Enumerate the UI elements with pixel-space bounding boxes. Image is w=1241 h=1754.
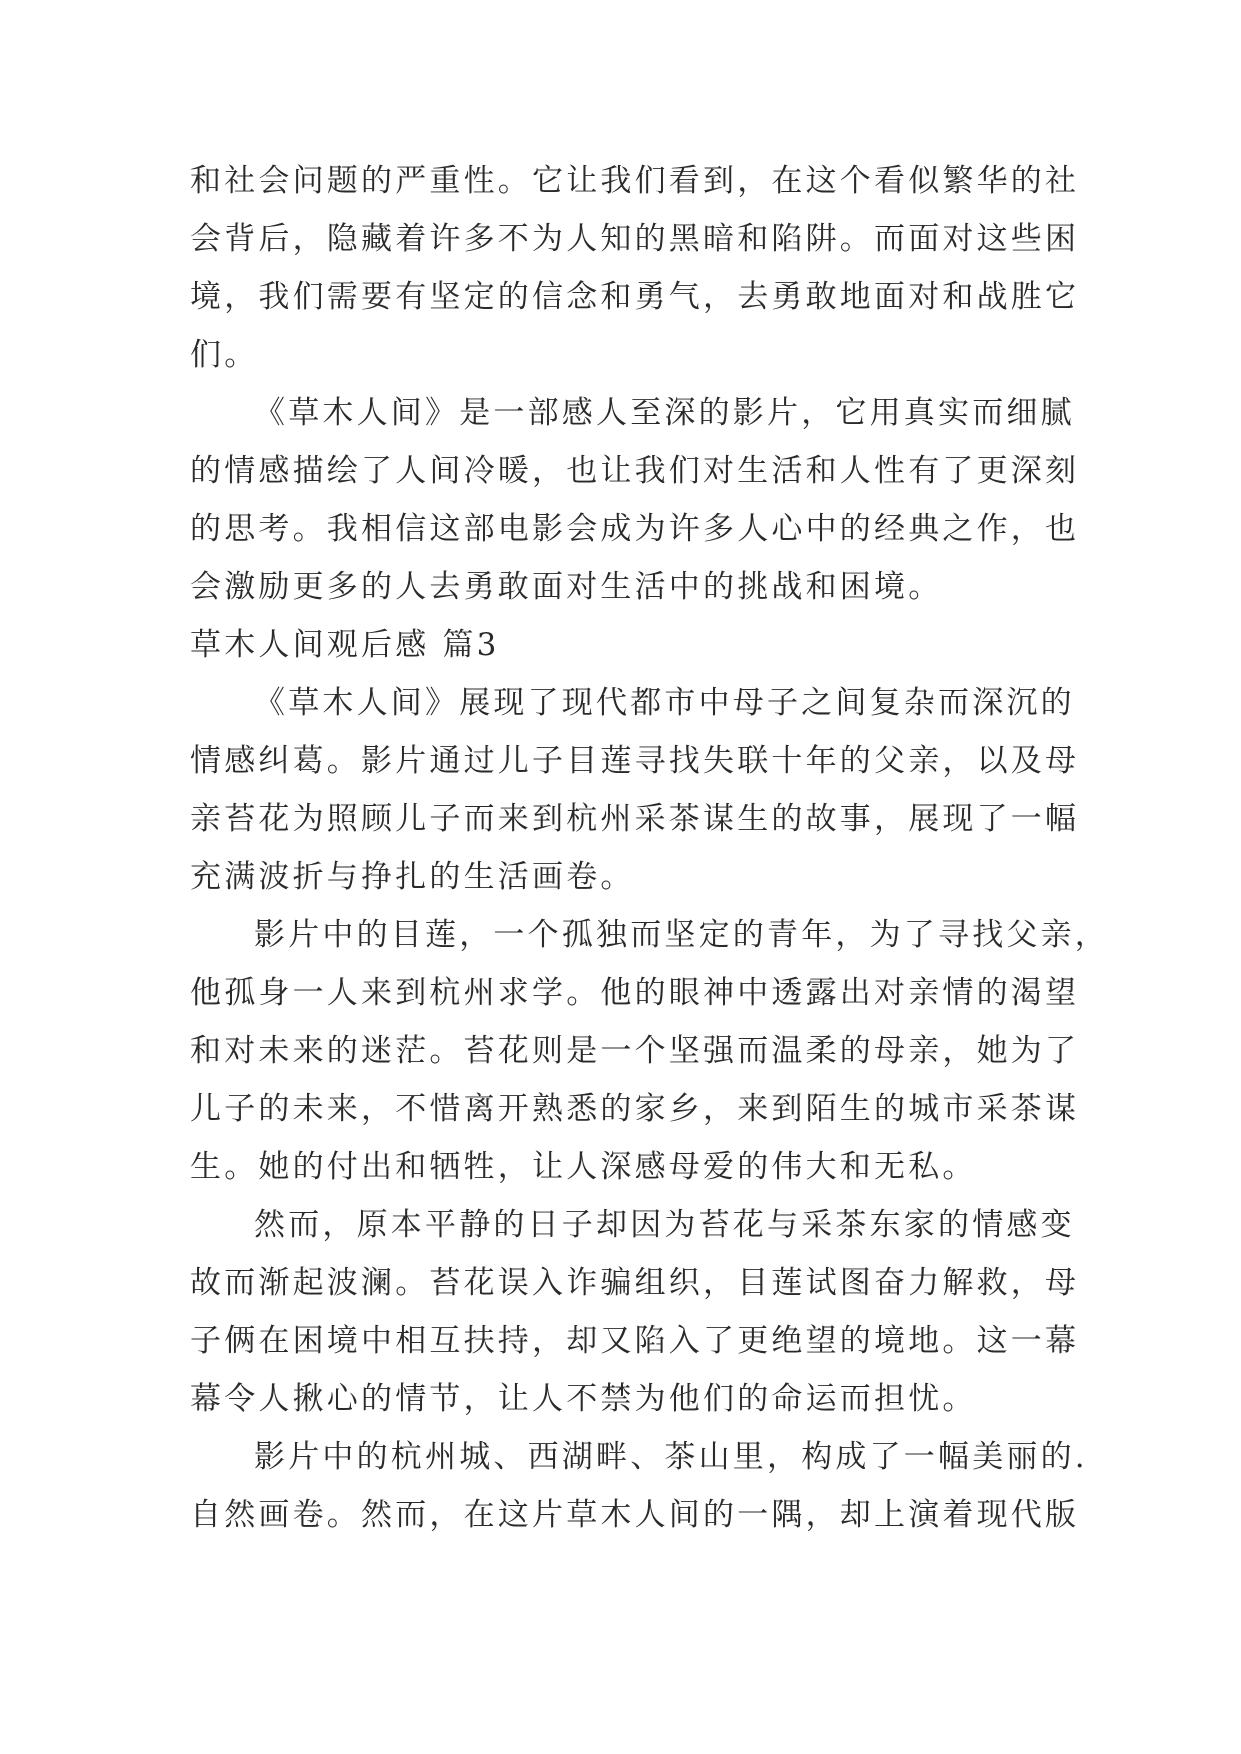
text-line: 境，我们需要有坚定的信念和勇气，去勇敢地面对和战胜它 bbox=[190, 279, 1080, 315]
paragraph-start-line: 影片中的杭州城、西湖畔、茶山里，构成了一幅美丽的. bbox=[254, 1439, 1088, 1475]
text-line: 和对未来的迷茫。苔花则是一个坚强而温柔的母亲，她为了 bbox=[190, 1033, 1080, 1069]
text-line: 故而渐起波澜。苔花误入诈骗组织，目莲试图奋力解救，母 bbox=[190, 1265, 1080, 1301]
text-line: 子俩在困境中相互扶持，却又陷入了更绝望的境地。这一幕 bbox=[190, 1323, 1080, 1359]
text-line: 和社会问题的严重性。它让我们看到，在这个看似繁华的社 bbox=[190, 163, 1080, 199]
text-line: 充满波折与挣扎的生活画卷。 bbox=[190, 859, 635, 895]
text-line: 亲苔花为照顾儿子而来到杭州采茶谋生的故事，展现了一幅 bbox=[190, 801, 1080, 837]
text-line: 儿子的未来，不惜离开熟悉的家乡，来到陌生的城市采茶谋 bbox=[190, 1091, 1080, 1127]
paragraph-start-line: 《草木人间》展现了现代都市中母子之间复杂而深沉的 bbox=[254, 685, 1075, 721]
text-line: 们。 bbox=[190, 337, 259, 373]
text-line: 会背后，隐藏着许多不为人知的黑暗和陷阱。而面对这些困 bbox=[190, 221, 1080, 257]
text-line: 幕令人揪心的情节，让人不禁为他们的命运而担忧。 bbox=[190, 1381, 977, 1417]
section-heading: 草木人间观后感 篇3 bbox=[190, 627, 500, 663]
text-line: 的思考。我相信这部电影会成为许多人心中的经典之作，也 bbox=[190, 511, 1080, 547]
text-line: 会激励更多的人去勇敢面对生活中的挑战和困境。 bbox=[190, 569, 943, 605]
text-line: 情感纠葛。影片通过儿子目莲寻找失联十年的父亲，以及母 bbox=[190, 743, 1080, 779]
paragraph-start-line: 然而，原本平静的日子却因为苔花与采茶东家的情感变 bbox=[254, 1207, 1075, 1243]
text-line: 的情感描绘了人间冷暖，也让我们对生活和人性有了更深刻 bbox=[190, 453, 1080, 489]
text-line: 生。她的付出和牺牲，让人深感母爱的伟大和无私。 bbox=[190, 1149, 977, 1185]
text-line: 他孤身一人来到杭州求学。他的眼神中透露出对亲情的渴望 bbox=[190, 975, 1080, 1011]
text-line: 自然画卷。然而，在这片草木人间的一隅，却上演着现代版 bbox=[190, 1497, 1080, 1533]
paragraph-start-line: 《草木人间》是一部感人至深的影片，它用真实而细腻 bbox=[254, 395, 1075, 431]
paragraph-start-line: 影片中的目莲，一个孤独而坚定的青年，为了寻找父亲， bbox=[254, 917, 1109, 953]
